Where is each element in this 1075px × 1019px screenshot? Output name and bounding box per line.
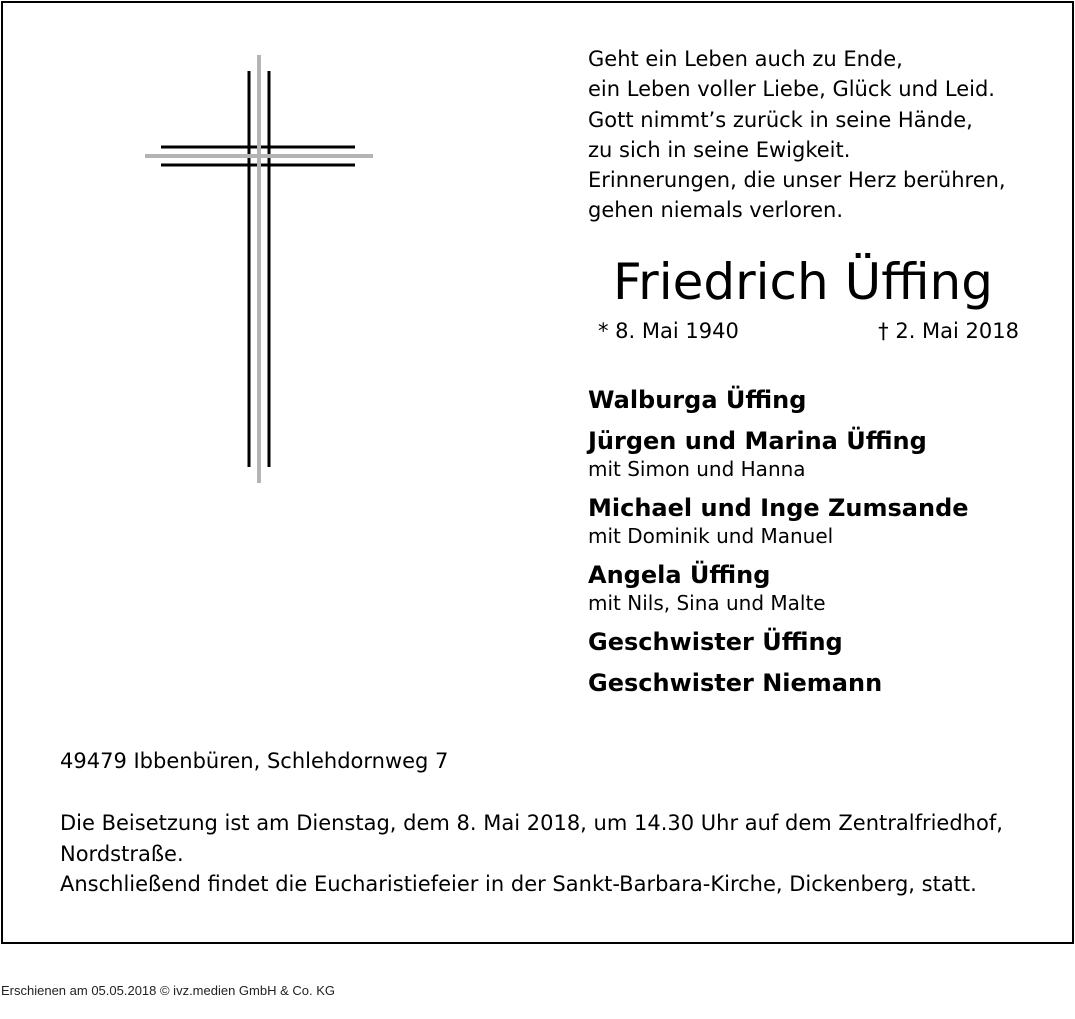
mourner-entry — [588, 425, 969, 483]
mourner-children: mit Dominik und Manuel — [588, 524, 834, 548]
poem-line: gehen niemals verloren. — [588, 198, 844, 223]
funeral-line: Nordstraße. — [60, 841, 184, 866]
mourner-entry — [588, 559, 969, 617]
mourner-children: mit Simon und Hanna — [588, 457, 806, 481]
funeral-info — [60, 808, 1003, 900]
poem-line: Erinnerungen, die unser Herz berühren, — [588, 168, 1006, 193]
poem-line: zu sich in seine Ewigkeit. — [588, 137, 851, 162]
mourner-name: Jürgen und Marina Üffing — [588, 427, 927, 455]
address: 49479 Ibbenbüren, Schlehdornweg 7 — [60, 749, 449, 773]
mourner-name: Michael und Inge Zumsande — [588, 494, 969, 522]
mourner-entry — [588, 626, 969, 658]
poem — [588, 44, 1006, 226]
mourner-entry — [588, 492, 969, 550]
cross-icon — [143, 53, 375, 485]
mourner-name: Walburga Üffing — [588, 386, 807, 414]
mourners-list — [588, 384, 969, 708]
mourner-children: mit Nils, Sina und Malte — [588, 591, 826, 615]
death-date: † 2. Mai 2018 — [878, 319, 1019, 343]
poem-line: ein Leben voller Liebe, Glück und Leid. — [588, 77, 995, 102]
poem-line: Gott nimmt’s zurück in seine Hände, — [588, 107, 973, 132]
mourner-entry — [588, 384, 969, 416]
birth-date: * 8. Mai 1940 — [598, 319, 739, 343]
deceased-name: Friedrich Üffing — [613, 253, 993, 311]
poem-line: Geht ein Leben auch zu Ende, — [588, 47, 903, 71]
mourner-entry — [588, 667, 969, 699]
funeral-line: Anschließend findet die Eucharistiefeier in der Sankt-Barbara-Kirche, Dickenberg, statt. — [60, 872, 977, 896]
funeral-line: Die Beisetzung ist am Dienstag, dem 8. Mai 2018, um 14.30 Uhr auf dem Zentralfriedhof, — [60, 811, 1003, 835]
mourner-name: Angela Üffing — [588, 561, 771, 589]
publication-footer: Erschienen am 05.05.2018 © ivz.medien GmbH & Co. KG — [1, 983, 336, 998]
mourner-name: Geschwister Niemann — [588, 669, 883, 697]
mourner-name: Geschwister Üffing — [588, 628, 843, 656]
